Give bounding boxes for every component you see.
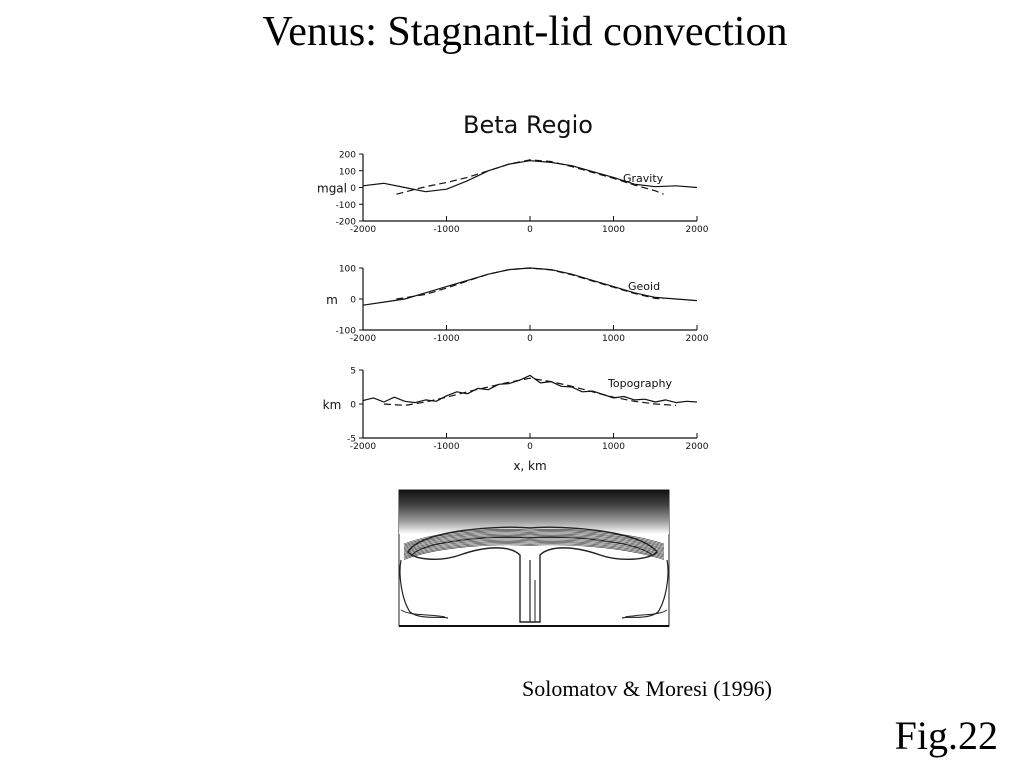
gravity-y-tick-label: 200 [338,150,356,161]
x-axis-label: x, km [513,459,547,473]
gravity-y-axis-label: mgal [317,181,347,196]
geoid-y-axis-label: m [326,293,338,307]
topography-panel-label: Topography [608,377,673,390]
gravity-y-tick-label: 100 [338,167,356,178]
gravity-y-tick-label: -100 [335,200,356,211]
geoid-x-tick-label: 2000 [685,334,709,344]
topography-y-tick-label: -5 [347,434,356,445]
gravity-x-tick-label: 0 [527,225,533,235]
geoid-x-tick-label: -2000 [349,334,377,344]
topography-x-tick-label: 2000 [685,442,709,452]
convection-model-image [399,490,669,626]
topography-x-tick-label: 0 [527,442,533,452]
slide-title: Venus: Stagnant-lid convection [262,9,788,55]
gravity-x-tick-label: 2000 [685,225,709,235]
geoid-y-tick-label: 0 [350,295,356,306]
topography-x-tick-label: -1000 [433,442,460,452]
geoid-model-line [396,268,663,299]
topography-y-tick-label: 0 [350,400,356,411]
gravity-y-tick-label: 0 [350,184,356,194]
geoid-panel-label: Geoid [628,280,661,293]
geoid-x-tick-label: -1000 [433,334,460,344]
gravity-panel-label: Gravity [623,172,664,185]
geoid-y-tick-label: 100 [338,264,356,275]
topography-y-axis-label: km [322,398,342,412]
figure-title: Beta Regio [463,111,593,139]
gravity-y-tick-label: -200 [335,217,356,228]
geoid-x-tick-label: 1000 [602,334,625,344]
gravity-x-tick-label: -2000 [349,225,377,235]
geoid-x-tick-label: 0 [527,334,533,344]
profile-panels [317,151,709,453]
citation: Solomatov & Moresi (1996) [522,676,772,701]
gravity-x-tick-label: 1000 [602,225,625,235]
gravity-x-tick-label: -1000 [433,225,460,235]
topography-y-tick-label: 5 [350,366,356,377]
topography-x-tick-label: -2000 [349,442,377,452]
topography-x-tick-label: 1000 [602,442,625,452]
geoid-y-tick-label: -100 [335,326,356,337]
figure-label: Fig.22 [894,713,998,758]
